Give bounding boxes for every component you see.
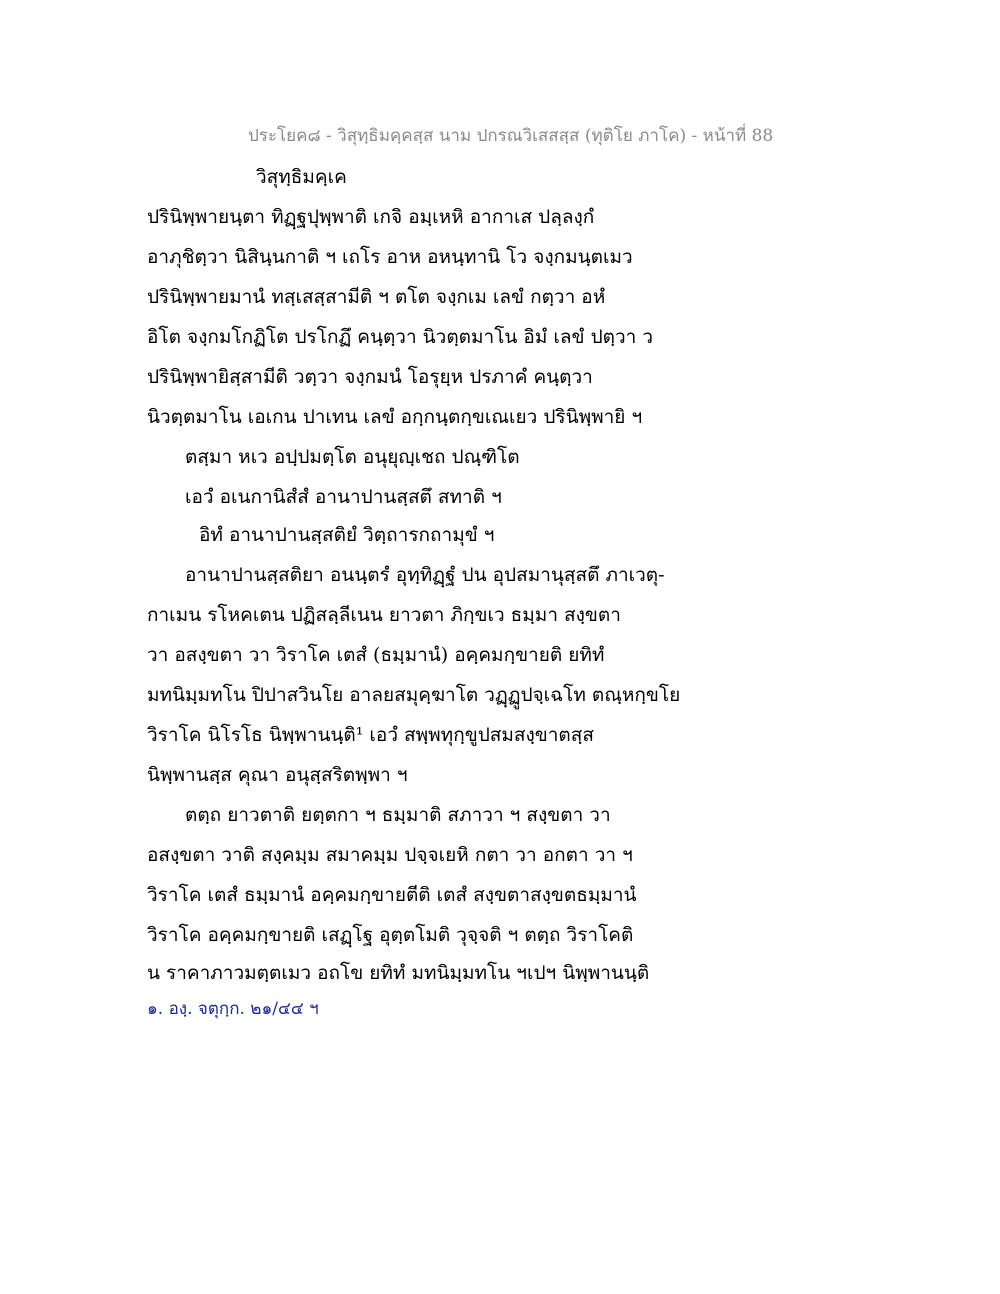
running-header: ประโยค๘ - วิสุทฺธิมคฺคสฺส นาม ปกรณวิเสสสฺส (ทุติโย ภาโค) - หน้าที่ 88 [248, 126, 774, 146]
text-line: วิราโค อคฺคมกฺขายติ เสฏฺโฐ อุตฺตโมติ วุจฺจติ ฯ ตตฺถ วิราโคติ [147, 924, 634, 946]
text-line: ปรินิพฺพายมานํ ทสฺเสสฺสามีติ ฯ ตโต จงฺกเม เลขํ กตฺวา อหํ [147, 286, 606, 308]
verse-line: ตสฺมา หเว อปฺปมตฺโต อนุยุญฺเชถ ปณฺฑิโต [185, 446, 520, 468]
text-line: กาเมน รโหคเตน ปฏิสลฺลีเนน ยาวตา ภิกฺขเว ธมฺมา สงฺขตา [147, 604, 621, 626]
text-line: อิทํ อานาปานสฺสติยํ วิตฺถารกถามุขํ ฯ [199, 524, 495, 546]
footnote: ๑. องฺ. จตุกฺก. ๒๑/๔๔ ฯ [147, 999, 319, 1019]
text-line: วิราโค นิโรโธ นิพฺพานนฺติ¹ เอวํ สพฺพทุกฺขูปสมสงฺขาตสฺส [147, 724, 594, 746]
text-line: ตตฺถ ยาวตาติ ยตฺตกา ฯ ธมฺมาติ สภาวา ฯ สงฺขตา วา [185, 804, 611, 826]
text-line: ปรินิพฺพายนฺตา ทิฏฺฐปุพฺพาติ เกจิ อมฺเหหิ อากาเส ปลฺลงฺกํ [147, 206, 595, 228]
text-line: อานาปานสฺสติยา อนนฺตรํ อุทฺทิฏฺฐํ ปน อุปสมานุสฺสตึ ภาเวตุ- [185, 564, 665, 586]
section-title: วิสุทฺธิมคฺเค [256, 166, 347, 188]
text-line: อิโต จงฺกมโกฏิโต ปรโกฏึ คนฺตฺวา นิวตฺตมาโน อิมํ เลขํ ปตฺวา ว [147, 326, 654, 348]
text-line: อสงฺขตา วาติ สงฺคมฺม สมาคมฺม ปจฺจเยหิ กตา วา อกตา วา ฯ [147, 844, 633, 866]
text-line: มทนิมฺมทโน ปิปาสวินโย อาลยสมุคฺฆาโต วฏฺฏูปจฺเฉโท ตณฺหกฺขโย [147, 684, 681, 706]
text-line: วิราโค เตสํ ธมฺมานํ อคฺคมกฺขายตีติ เตสํ สงฺขตาสงฺขตธมฺมานํ [147, 884, 637, 906]
text-line: อาภุชิตฺวา นิสินฺนกาติ ฯ เถโร อาห อหนฺทานิ โว จงฺกมนฺตเมว [147, 246, 633, 268]
text-line: น ราคาภาวมตฺตเมว อถโข ยทิทํ มทนิมฺมทโน ฯเปฯ นิพฺพานนฺติ [147, 962, 650, 984]
text-line: นิพฺพานสฺส คุณา อนุสฺสริตพฺพา ฯ [147, 764, 408, 786]
text-line: วา อสงฺขตา วา วิราโค เตสํ (ธมฺมานํ) อคฺคมกฺขายติ ยทิทํ [147, 644, 605, 666]
text-line: นิวตฺตมาโน เอเกน ปาเทน เลขํ อกฺกนฺตกฺขเณเยว ปรินิพฺพายิ ฯ [147, 406, 643, 428]
text-line: ปรินิพฺพายิสฺสามีติ วตฺวา จงฺกมนํ โอรุยฺห ปรภาคํ คนฺตฺวา [147, 366, 593, 388]
verse-line: เอวํ อเนกานิสํสํ อานาปานสฺสตึ สทาติ ฯ [185, 486, 502, 508]
